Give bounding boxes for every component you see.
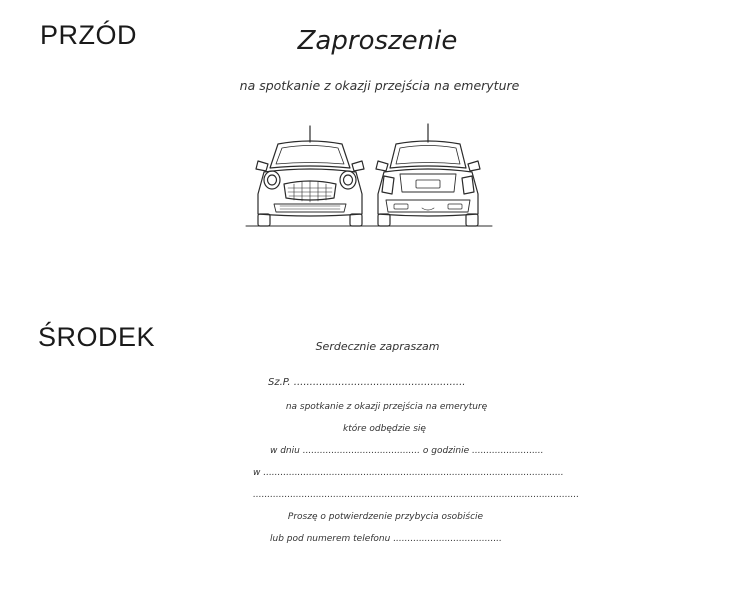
car-front-icon <box>256 126 364 226</box>
greeting-text: Serdecznie zapraszam <box>315 340 440 353</box>
rsvp-line: Proszę o potwierdzenie przybycia osobiście <box>287 512 484 522</box>
recipient-line: Sz.P. ...................................................... <box>268 377 466 388</box>
front-section-label: PRZÓD <box>40 20 137 50</box>
place-continued-line: .................................................................................................................. <box>253 490 580 500</box>
place-line: w ......................................................................................................... <box>253 468 564 478</box>
invitation-subtitle: na spotkanie z okazji przejścia na emeryture <box>239 78 520 93</box>
car-rear-icon <box>376 124 480 226</box>
invitation-title: Zaproszenie <box>297 26 458 56</box>
phone-line: lub pod numerem telefonu ...................................... <box>270 534 502 544</box>
occasion-line: na spotkanie z okazji przejścia na emeryturę <box>285 402 488 412</box>
inside-section-label: ŚRODEK <box>38 322 156 352</box>
date-time-line: w dniu ......................................... o godzinie ......................... <box>270 446 544 456</box>
which-line: które odbędzie się <box>343 424 426 434</box>
car-illustration <box>244 118 494 230</box>
